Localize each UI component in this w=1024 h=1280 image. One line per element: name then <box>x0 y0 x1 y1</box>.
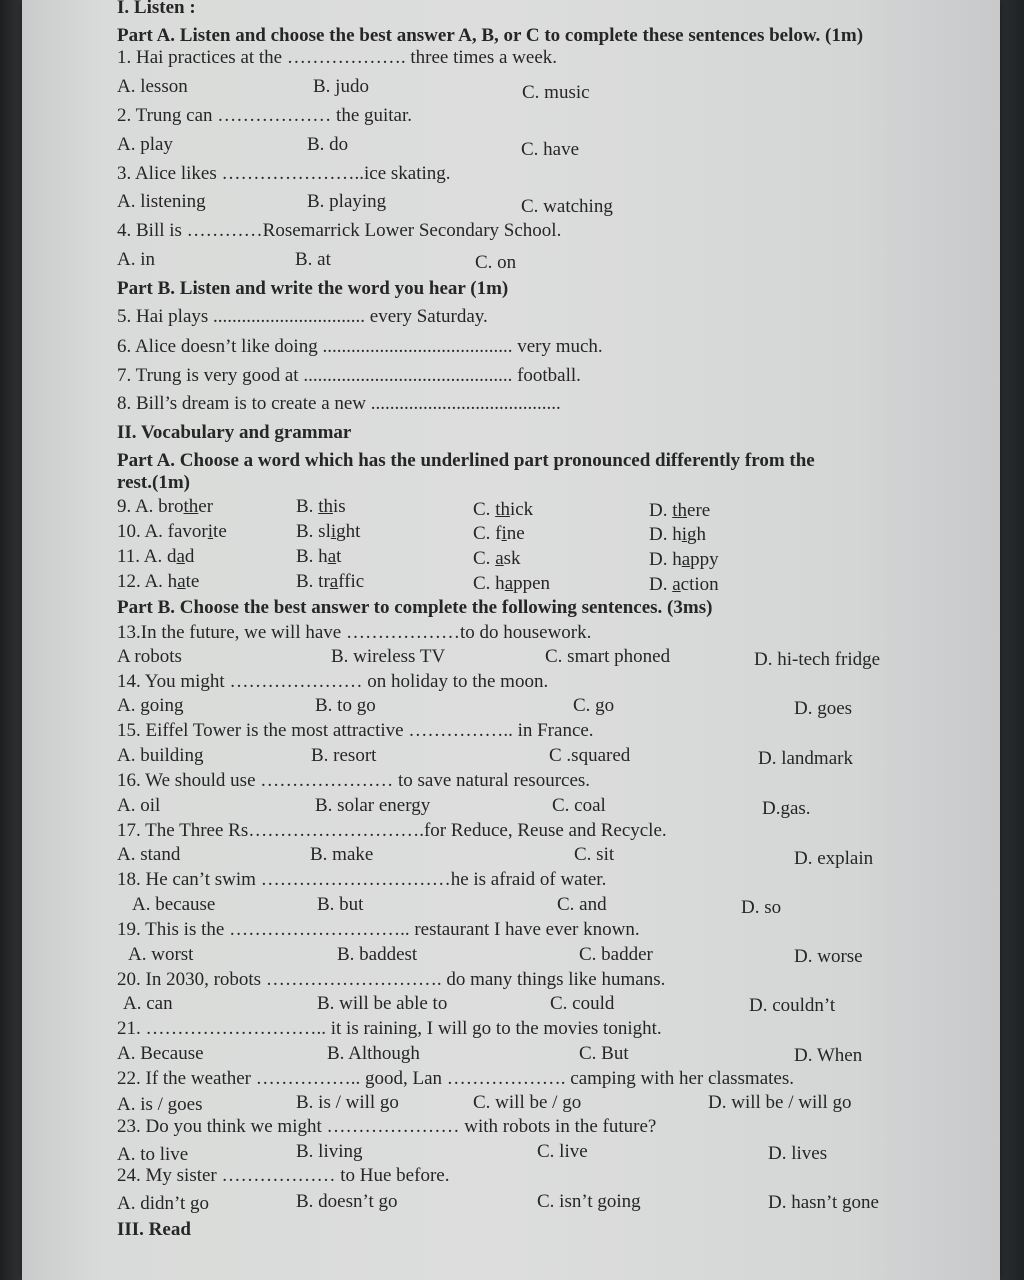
option-b[interactable]: B. make <box>310 844 374 865</box>
option-d[interactable]: D. high <box>649 524 707 545</box>
option-d[interactable]: D. action <box>649 574 719 595</box>
option-c[interactable]: C. isn’t going <box>537 1191 641 1212</box>
option-d[interactable]: D. hasn’t gone <box>768 1192 879 1213</box>
option-d[interactable]: D. happy <box>649 549 719 570</box>
question-3-options <box>0 190 1024 217</box>
vocab-part-a-heading-line2: rest.(1m) <box>117 472 190 493</box>
question-12 <box>0 570 1024 594</box>
option-a[interactable]: A robots <box>117 646 182 667</box>
option-d[interactable]: D. there <box>649 500 711 521</box>
question-19-options <box>0 943 1024 967</box>
option-c[interactable]: C. sit <box>574 844 615 865</box>
option-c[interactable]: C. smart phoned <box>545 646 671 667</box>
section-title-read: III. Read <box>117 1219 191 1240</box>
option-b[interactable]: B. is / will go <box>296 1092 399 1113</box>
option-d[interactable]: D.gas. <box>762 798 811 819</box>
option-a[interactable]: A. going <box>117 695 184 716</box>
option-c[interactable]: C. and <box>557 894 607 915</box>
option-a[interactable]: A. Because <box>117 1043 204 1064</box>
question-16: 16. We should use ………………… to save natural resources. <box>117 770 591 791</box>
option-a[interactable]: 10. A. favorite <box>117 521 227 542</box>
question-22-options <box>0 1091 1024 1115</box>
option-c[interactable]: C. coal <box>552 795 606 816</box>
option-a[interactable]: A. play <box>117 134 173 155</box>
question-18: 18. He can’t swim …………………………he is afraid of water. <box>117 869 607 890</box>
listen-part-b-heading: Part B. Listen and write the word you hear (1m) <box>117 278 509 299</box>
option-a[interactable]: A. stand <box>117 844 181 865</box>
question-14: 14. You might ………………… on holiday to the moon. <box>117 671 549 692</box>
option-a[interactable]: A. in <box>117 249 155 270</box>
option-b[interactable]: B. Although <box>327 1043 420 1064</box>
option-d[interactable]: D. explain <box>794 848 874 869</box>
option-b[interactable]: B. judo <box>313 76 369 97</box>
option-c[interactable]: C. music <box>522 82 590 103</box>
question-4-options <box>0 248 1024 272</box>
question-15: 15. Eiffel Tower is the most attractive …………….. in France. <box>117 720 594 741</box>
vocab-part-b-heading: Part B. Choose the best answer to complete the following sentences. (3ms) <box>117 597 713 618</box>
option-b[interactable]: B. baddest <box>337 944 418 965</box>
question-5: 5. Hai plays ................................ every Saturday. <box>117 306 488 327</box>
question-16-options <box>0 794 1024 818</box>
question-20-options <box>0 992 1024 1016</box>
question-4: 4. Bill is …………Rosemarrick Lower Secondary School. <box>117 220 562 241</box>
option-b[interactable]: B. living <box>296 1141 363 1162</box>
option-b[interactable]: B. doesn’t go <box>296 1191 398 1212</box>
question-14-options <box>0 694 1024 718</box>
question-11 <box>0 545 1024 569</box>
option-b[interactable]: B. to go <box>315 695 376 716</box>
question-3: 3. Alice likes …………………..ice skating. <box>117 163 451 184</box>
option-b[interactable]: B. but <box>317 894 364 915</box>
option-d[interactable]: D. will be / will go <box>708 1092 852 1113</box>
question-7: 7. Trung is very good at ............................................ football. <box>117 365 581 386</box>
question-21: 21. ……………………….. it is raining, I will go to the movies tonight. <box>117 1018 662 1039</box>
question-1: 1. Hai practices at the ………………. three times a week. <box>117 47 558 68</box>
question-22: 22. If the weather …………….. good, Lan ………………. camping with her classmates. <box>117 1068 794 1089</box>
option-c[interactable]: C. watching <box>521 196 613 217</box>
option-c[interactable]: C. have <box>521 139 580 160</box>
option-b[interactable]: B. slight <box>296 521 361 542</box>
option-d[interactable]: D. lives <box>768 1143 828 1164</box>
option-a[interactable]: A. worst <box>128 944 194 965</box>
option-c[interactable]: C. live <box>537 1141 588 1162</box>
question-6: 6. Alice doesn’t like doing ........................................ very much. <box>117 336 603 357</box>
question-23-options <box>0 1140 1024 1164</box>
option-c[interactable]: C. will be / go <box>473 1092 582 1113</box>
option-a[interactable]: A. to live <box>117 1144 189 1165</box>
option-b[interactable]: B. resort <box>311 745 377 766</box>
question-13-options <box>0 645 1024 669</box>
option-d[interactable]: D. landmark <box>758 748 853 769</box>
option-a[interactable]: A. didn’t go <box>117 1193 210 1214</box>
question-17: 17. The Three Rs……………………….for Reduce, Reuse and Recycle. <box>117 820 667 841</box>
option-d[interactable]: D. so <box>741 897 782 918</box>
question-8: 8. Bill’s dream is to create a new ........................................ <box>117 393 561 414</box>
option-d[interactable]: D. worse <box>794 946 863 967</box>
option-a[interactable]: A. is / goes <box>117 1094 203 1115</box>
option-d[interactable]: D. goes <box>794 698 853 719</box>
question-15-options <box>0 744 1024 768</box>
option-b[interactable]: B. solar energy <box>315 795 431 816</box>
question-17-options <box>0 843 1024 867</box>
option-b[interactable]: B. wireless TV <box>331 646 446 667</box>
option-c[interactable]: C. could <box>550 993 615 1014</box>
option-d[interactable]: D. couldn’t <box>749 995 836 1016</box>
option-b[interactable]: B. this <box>296 496 346 517</box>
section-title-vocabulary: II. Vocabulary and grammar <box>117 422 352 443</box>
question-2-options <box>0 133 1024 160</box>
option-d[interactable]: D. When <box>794 1045 863 1066</box>
question-23: 23. Do you think we might ………………… with robots in the future? <box>117 1116 657 1137</box>
question-20: 20. In 2030, robots ………………………. do many things like humans. <box>117 969 666 990</box>
option-b[interactable]: B. do <box>307 134 349 155</box>
question-10 <box>0 520 1024 544</box>
option-a[interactable]: A. listening <box>117 191 206 212</box>
option-b[interactable]: B. traffic <box>296 571 365 592</box>
vocab-part-a-heading-line1: Part A. Choose a word which has the underlined part pronounced differently from the <box>117 450 815 471</box>
option-b[interactable]: B. will be able to <box>317 993 448 1014</box>
option-a[interactable]: 9. A. brother <box>117 496 214 517</box>
option-a[interactable]: A. lesson <box>117 76 188 97</box>
option-c[interactable]: C. badder <box>579 944 653 965</box>
option-a[interactable]: A. because <box>132 894 216 915</box>
question-19: 19. This is the ……………………….. restaurant I have ever known. <box>117 919 640 940</box>
option-c[interactable]: C. fine <box>473 523 525 544</box>
option-c[interactable]: C .squared <box>549 745 631 766</box>
question-1-options <box>0 75 1024 103</box>
option-a[interactable]: A. can <box>123 993 173 1014</box>
question-9 <box>0 495 1024 519</box>
option-c[interactable]: C. on <box>475 252 517 273</box>
question-21-options <box>0 1042 1024 1066</box>
option-a[interactable]: A. building <box>117 745 204 766</box>
option-a[interactable]: A. oil <box>117 795 161 816</box>
option-c[interactable]: C. But <box>579 1043 629 1064</box>
option-b[interactable]: B. at <box>295 249 331 270</box>
option-c[interactable]: C. ask <box>473 548 521 569</box>
option-d[interactable]: D. hi-tech fridge <box>754 649 881 670</box>
question-24: 24. My sister ……………… to Hue before. <box>117 1165 450 1186</box>
option-c[interactable]: C. thick <box>473 499 534 520</box>
option-c[interactable]: C. go <box>573 695 615 716</box>
option-b[interactable]: B. playing <box>307 191 387 212</box>
option-a[interactable]: 11. A. dad <box>117 546 195 567</box>
question-18-options <box>0 893 1024 917</box>
section-title-listen: I. Listen : <box>117 0 196 18</box>
option-a[interactable]: 12. A. hate <box>117 571 200 592</box>
option-b[interactable]: B. hat <box>296 546 342 567</box>
question-24-options <box>0 1190 1024 1214</box>
option-c[interactable]: C. happen <box>473 573 551 594</box>
question-13: 13.In the future, we will have ………………to do housework. <box>117 622 592 643</box>
listen-part-a-heading: Part A. Listen and choose the best answer A, B, or C to complete these sentences below. (1m) <box>117 25 864 46</box>
question-2: 2. Trung can ……………… the guitar. <box>117 105 413 126</box>
